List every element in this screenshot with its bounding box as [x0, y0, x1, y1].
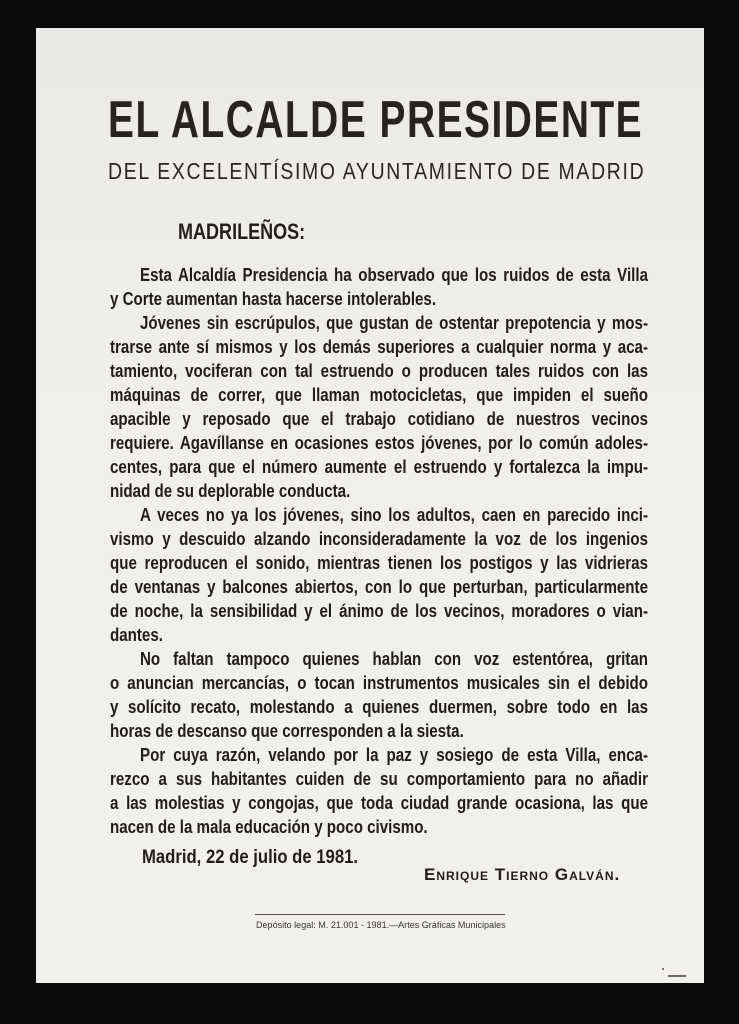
date-line-text: Madrid, 22 de julio de 1981. [142, 846, 359, 868]
body-line-text: trarse ante sí mismos y los demás superiores a cualquier norma y aca- [110, 336, 648, 357]
body-line [140, 647, 648, 671]
body-line-text: que reproducen el sonido, mientras tienen los postigos y las vidrieras [110, 552, 648, 573]
body-line [110, 695, 648, 719]
body-line [110, 407, 648, 431]
poster-subtitle [108, 158, 704, 185]
poster-subtitle-text: DEL EXCELENTÍSIMO AYUNTAMIENTO DE MADRID [108, 158, 646, 184]
legal-deposit-text: Depósito legal: M. 21.001 - 1981.—Artes Gráficas Municipales [256, 920, 506, 930]
body-line-text: de noche, la sensibilidad y el ánimo de los vecinos, moradores o vian- [110, 600, 648, 621]
salutation [178, 219, 333, 245]
paragraph [110, 263, 704, 311]
body-line [110, 671, 648, 695]
body-line-text: vismo y descuido alzando inconsideradamente la voz de los ingenios [110, 528, 648, 549]
body-line-text: dantes. [110, 624, 163, 645]
body-line-text: rezco a sus habitantes cuiden de su comportamiento para no añadir [110, 768, 648, 789]
body-line-text: nacen de la mala educación y poco civismo. [110, 816, 428, 837]
body-line-text: Por cuya razón, velando por la paz y sosiego de esta Villa, enca- [140, 744, 648, 765]
paragraph [110, 311, 704, 503]
paragraph [110, 647, 704, 743]
body-text [110, 263, 704, 839]
body-line-text: a las molestias y congojas, que toda ciudad grande ocasiona, las que [110, 792, 648, 813]
body-line-text: horas de descanso que corresponden a la siesta. [110, 720, 464, 741]
body-line [110, 335, 648, 359]
paragraph [110, 743, 704, 839]
signature-text: Enrique Tierno Galván. [424, 865, 621, 884]
body-line-text: apacible y reposado que el trabajo cotidiano de nuestros vecinos [110, 408, 648, 429]
body-line [110, 479, 648, 503]
body-line-text: de ventanas y balcones abiertos, con lo que perturban, particularmente [110, 576, 648, 597]
scan-mark [662, 968, 664, 970]
body-line [110, 599, 648, 623]
paragraph [110, 503, 704, 647]
body-line-text: centes, para que el número aumente el estruendo y fortalezca la impu- [110, 456, 648, 477]
legal-deposit [256, 920, 505, 930]
body-line [110, 719, 648, 743]
footer-rule [255, 914, 505, 915]
body-line-text: Esta Alcaldía Presidencia ha observado que los ruidos de esta Villa [140, 264, 648, 285]
poster-title-text: EL ALCALDE PRESIDENTE [108, 91, 644, 149]
body-line [110, 359, 648, 383]
body-line [110, 431, 648, 455]
poster-sheet [36, 28, 704, 983]
body-line-text: No faltan tampoco quienes hablan con voz estentórea, gritan [140, 648, 648, 669]
signature [424, 865, 620, 885]
body-line [110, 527, 648, 551]
body-line [140, 311, 648, 335]
poster-title [108, 90, 704, 150]
body-line [110, 455, 648, 479]
date-line [142, 847, 388, 869]
body-line [110, 815, 648, 839]
body-line-text: máquinas de correr, que llaman motocicletas, que impiden el sueño [110, 384, 648, 405]
body-line [110, 383, 648, 407]
body-line [140, 743, 648, 767]
body-line-text: nidad de su deplorable conducta. [110, 480, 351, 501]
body-line-text: requiere. Agavíllanse en ocasiones estos jóvenes, por lo común adoles- [110, 432, 648, 453]
body-line [110, 767, 648, 791]
body-line [110, 575, 648, 599]
body-line [110, 287, 648, 311]
scan-mark [668, 975, 686, 977]
body-line [140, 503, 648, 527]
body-line-text: tamiento, vociferan con tal estruendo o producen tales ruidos con las [110, 360, 648, 381]
body-line-text: Jóvenes sin escrúpulos, que gustan de ostentar prepotencia y mos- [140, 312, 648, 333]
body-line-text: y Corte aumentan hasta hacerse intolerables. [110, 288, 437, 309]
body-line-text: y solícito recato, molestando a quienes duermen, sobre todo en las [110, 696, 648, 717]
body-line [110, 551, 648, 575]
body-line [140, 263, 648, 287]
body-line [110, 791, 648, 815]
body-line [110, 623, 648, 647]
salutation-text: MADRILEÑOS: [178, 219, 306, 244]
body-line-text: A veces no ya los jóvenes, sino los adultos, caen en parecido inci- [140, 504, 648, 525]
body-line-text: o anuncian mercancías, o tocan instrumentos musicales sin el debido [110, 672, 648, 693]
